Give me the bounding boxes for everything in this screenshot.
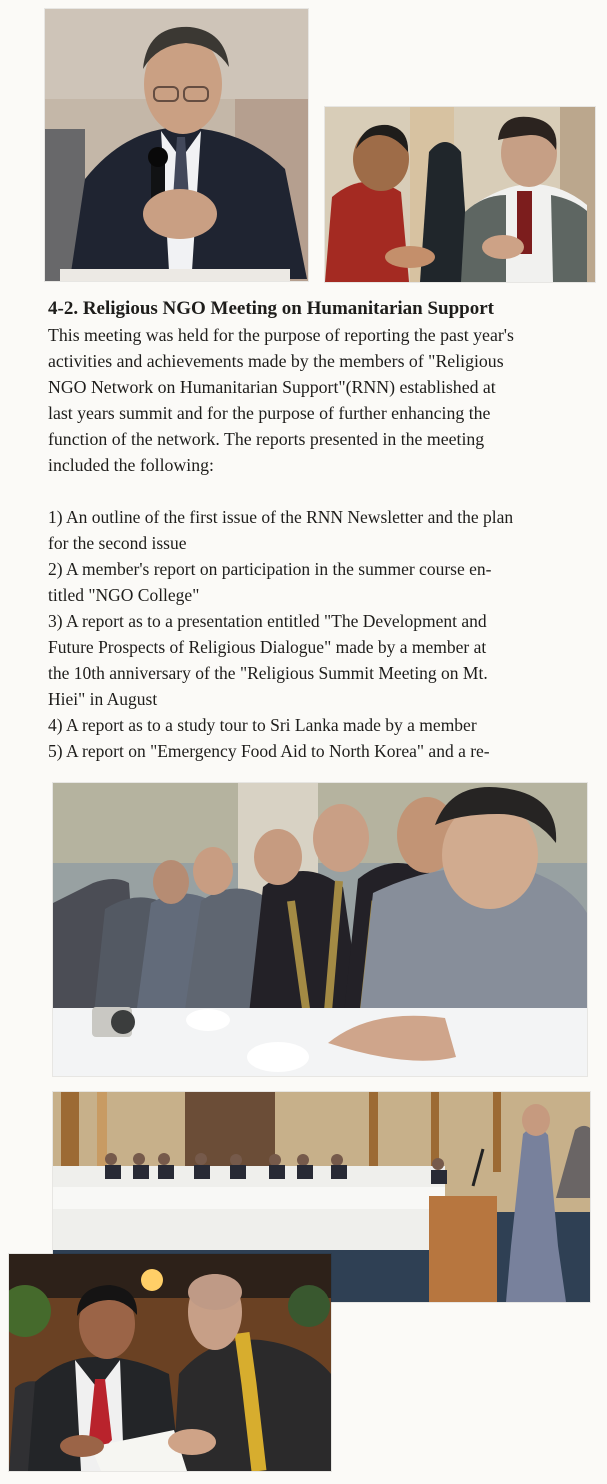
- report-item: [48, 608, 588, 712]
- report-line: 3) A report as to a presentation entitled "The Development and: [48, 611, 487, 631]
- intro-line: function of the network. The reports presented in the meeting: [48, 429, 485, 449]
- intro-line: This meeting was held for the purpose of reporting the past year's: [48, 325, 514, 345]
- intro-line: included the following:: [48, 455, 214, 475]
- report-item: [48, 504, 588, 556]
- intro-line: NGO Network on Humanitarian Support"(RNN) established at: [48, 377, 496, 397]
- section-heading: 4-2. Religious NGO Meeting on Humanitarian Support: [48, 298, 494, 319]
- report-line: Future Prospects of Religious Dialogue" made by a member at: [48, 637, 487, 657]
- intro-line: last years summit and for the purpose of further enhancing the: [48, 403, 491, 423]
- report-line: 4) A report as to a study tour to Sri Lanka made by a member: [48, 715, 477, 735]
- conversation-photo: [325, 107, 595, 282]
- report-item: [48, 712, 588, 738]
- intro-line: activities and achievements made by the members of "Religious: [48, 351, 504, 371]
- report-item: [48, 738, 588, 764]
- report-line: the 10th anniversary of the "Religious Summit Meeting on Mt.: [48, 663, 488, 683]
- article-text: [48, 296, 588, 764]
- report-list: [48, 504, 588, 764]
- report-line: titled "NGO College": [48, 585, 200, 605]
- report-line: 1) An outline of the first issue of the RNN Newsletter and the plan: [48, 507, 514, 527]
- laughing-delegates-photo: [9, 1254, 331, 1471]
- speaker-photo: [45, 9, 308, 281]
- report-item: [48, 556, 588, 608]
- intro-paragraph: [48, 322, 588, 478]
- panel-photo: [53, 783, 587, 1076]
- report-line: 5) A report on "Emergency Food Aid to North Korea" and a re-: [48, 741, 490, 761]
- report-line: 2) A member's report on participation in the summer course en-: [48, 559, 492, 579]
- report-line: for the second issue: [48, 533, 187, 553]
- report-line: Hiei" in August: [48, 689, 158, 709]
